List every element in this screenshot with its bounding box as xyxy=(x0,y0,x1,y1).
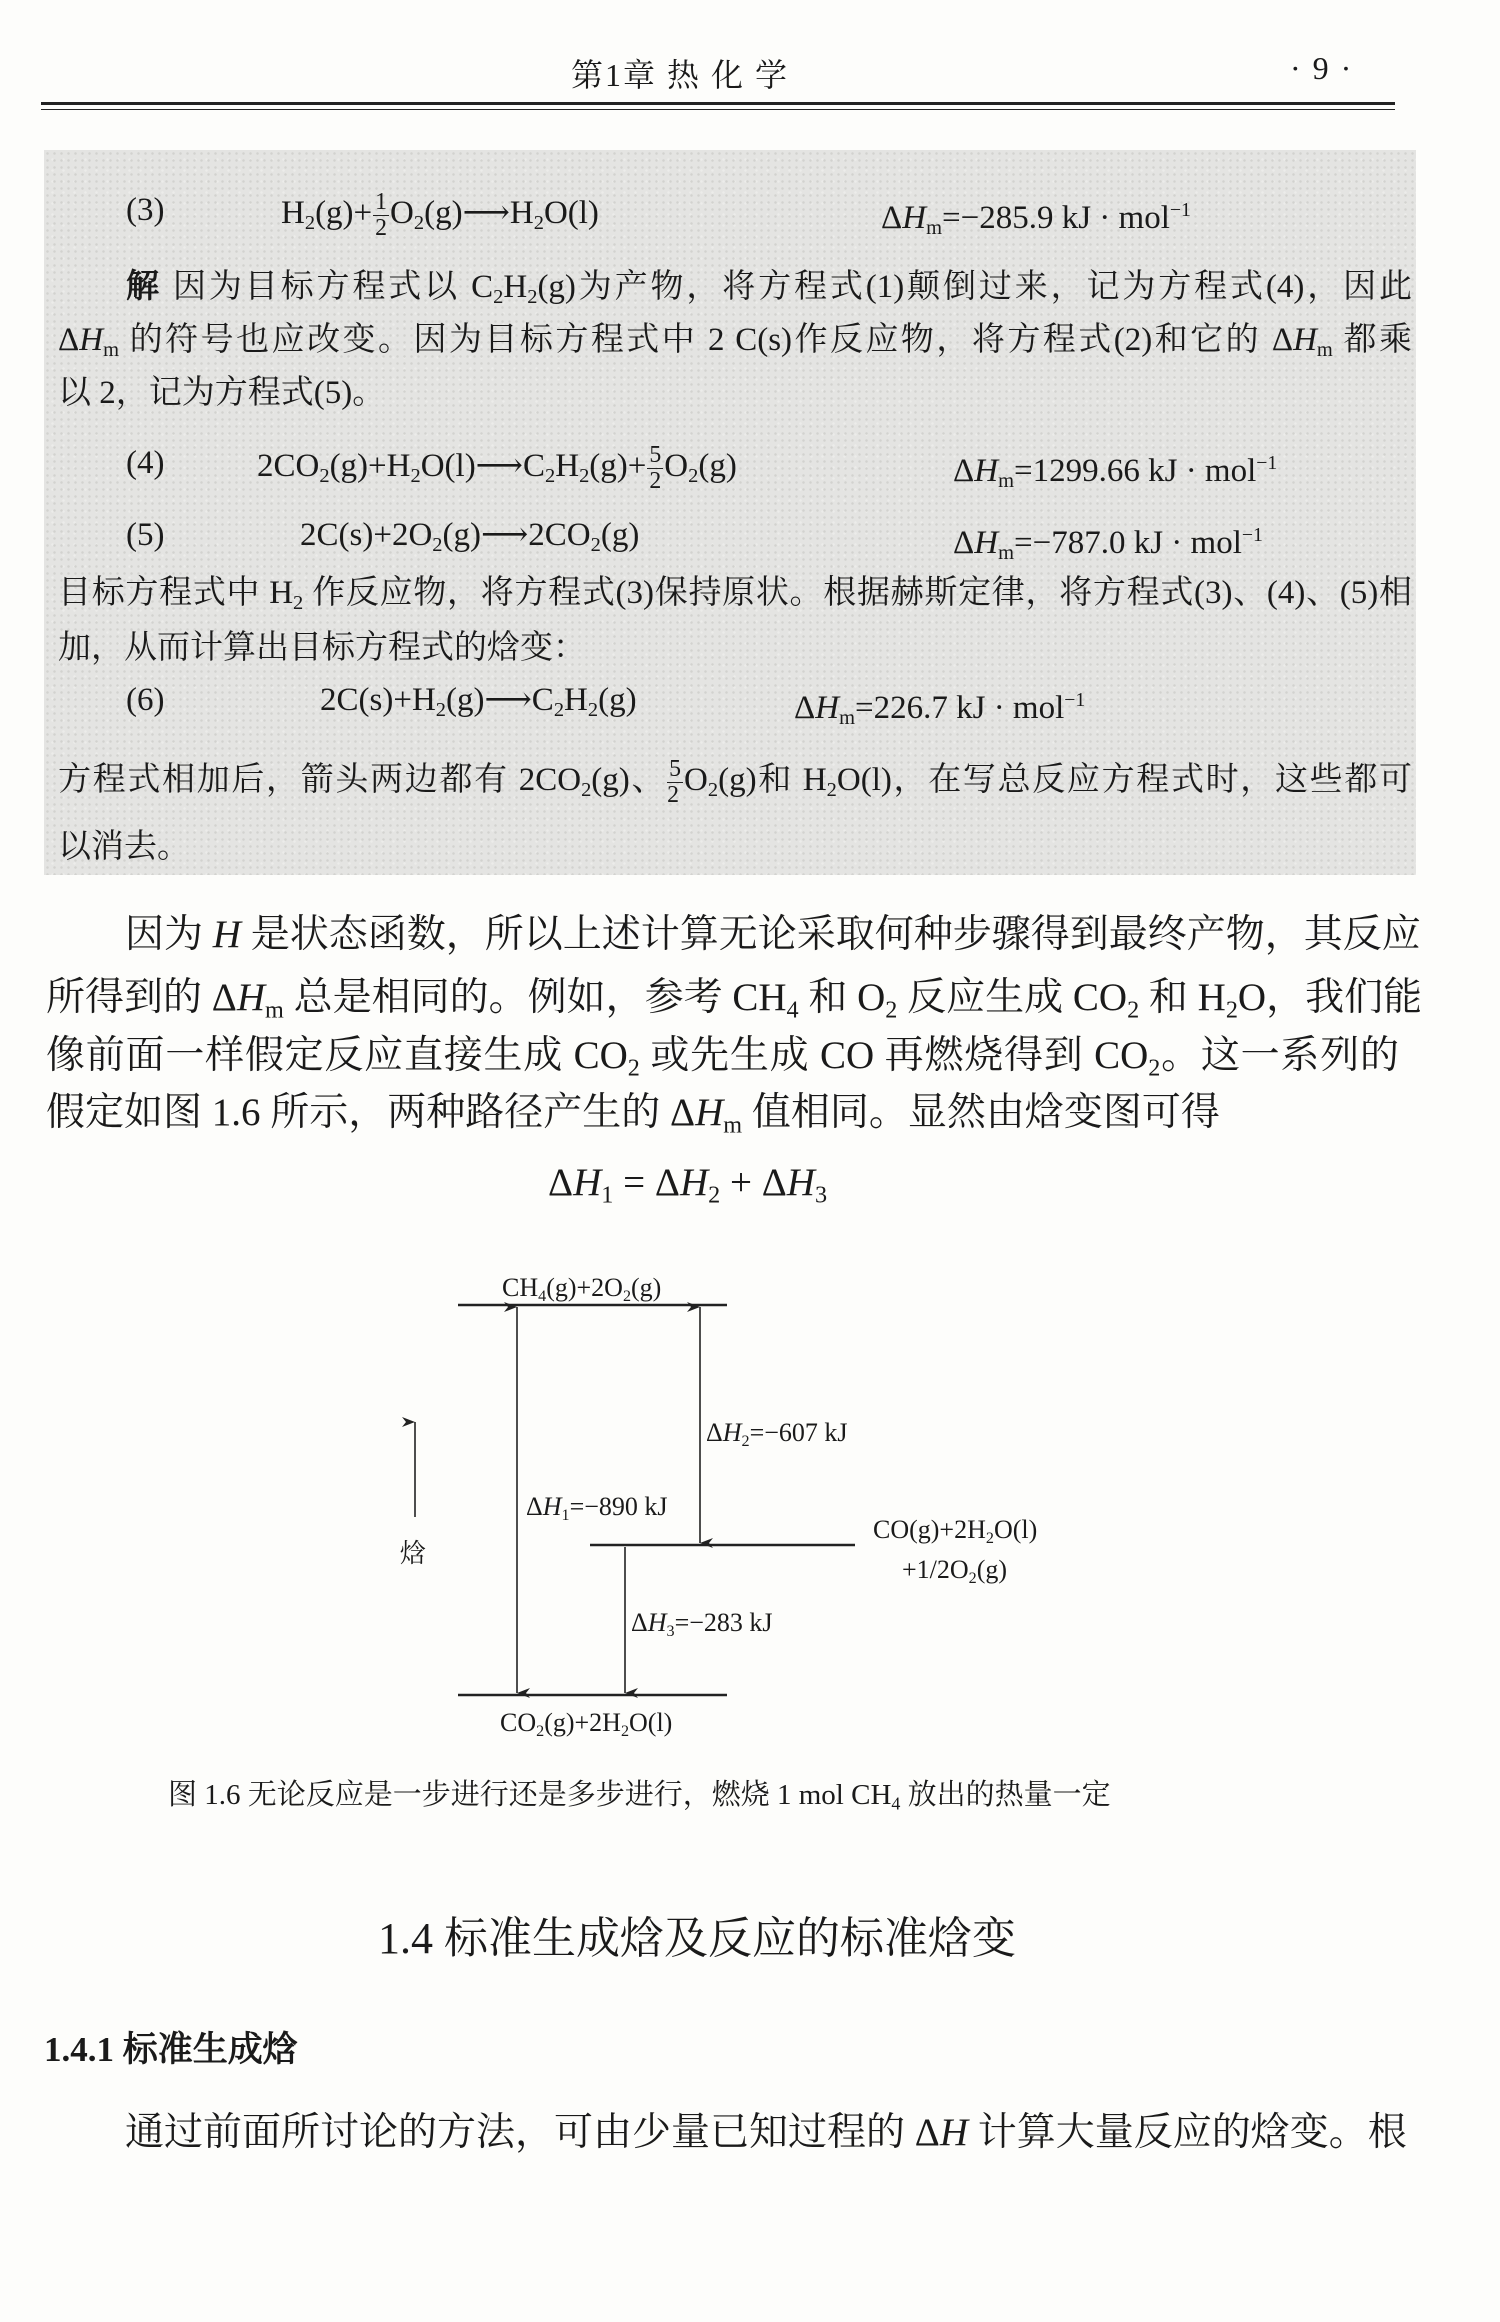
text-run: m xyxy=(998,470,1014,492)
text-run: H xyxy=(939,2111,969,2154)
text-run: 2 xyxy=(622,1287,632,1305)
text-run: 都乘 xyxy=(1332,322,1413,358)
text-run: 反应生成 CO xyxy=(897,976,1128,1019)
text-run: 假定如图 1.6 所示，两种路径产生的 Δ xyxy=(46,1091,696,1134)
running-header-chapter: 第1章 热 化 学 xyxy=(571,57,790,93)
text-run: H xyxy=(974,524,999,561)
dh2-label xyxy=(706,1418,848,1451)
text-run: O xyxy=(390,195,414,232)
figure-caption xyxy=(168,1772,1111,1814)
dh1-label xyxy=(526,1492,668,1525)
text-run: H xyxy=(1293,322,1317,358)
text-run: Δ xyxy=(548,1161,574,1204)
text-run: H xyxy=(555,448,580,485)
text-run: −1 xyxy=(1064,689,1086,711)
text-run: 2 xyxy=(435,699,446,722)
text-run: H xyxy=(503,269,528,305)
text-run: m xyxy=(103,339,119,362)
text-run: H xyxy=(722,1418,742,1447)
text-run: (g) xyxy=(698,448,737,485)
text-run: =−607 kJ xyxy=(749,1418,848,1447)
text-run: 2 xyxy=(304,212,316,235)
text-run: m xyxy=(1316,339,1333,362)
text-run: 2C(s)+H xyxy=(320,682,436,718)
text-run: m xyxy=(998,542,1014,564)
denominator: 2 xyxy=(649,467,662,494)
text-run: 因为 xyxy=(125,913,213,956)
text-run: 2 xyxy=(581,779,592,802)
equation-number: (3) xyxy=(126,192,165,228)
text-run: (g)、 xyxy=(591,762,667,799)
text-run: Δ xyxy=(953,524,975,561)
text-run: CH xyxy=(502,1273,539,1302)
text-run: 2CO xyxy=(257,448,320,485)
text-run: m xyxy=(265,996,284,1024)
text-run: H xyxy=(786,1161,815,1204)
text-run: (g) xyxy=(598,682,637,718)
text-run: CO(g)+2H xyxy=(873,1515,986,1544)
text-run: =−283 kJ xyxy=(674,1608,773,1637)
text-run: 2C(s)+2O xyxy=(300,517,433,553)
text-run: =−890 kJ xyxy=(569,1492,668,1521)
text-run: H xyxy=(679,1161,709,1204)
text-run: O xyxy=(684,762,708,799)
text-run: 1 xyxy=(601,1181,614,1209)
text-run: 2 xyxy=(545,465,556,488)
text-run: (g)+2H xyxy=(544,1708,621,1737)
text-run: −1 xyxy=(1256,452,1278,474)
text-run: 2 xyxy=(707,779,719,802)
enthalpy-axis-label: 焓 xyxy=(400,1539,427,1568)
text-run: 计算大量反应的焓变。根 xyxy=(968,2111,1407,2154)
text-run: H xyxy=(974,452,999,489)
text-run: 2 xyxy=(620,1722,630,1740)
text-run: 2 xyxy=(627,1054,640,1082)
text-run: H xyxy=(564,682,588,718)
state-label-products xyxy=(500,1708,672,1741)
text-run: 2 xyxy=(536,1722,545,1740)
text-run: =−285.9 kJ · mol xyxy=(941,199,1170,236)
numerator: 5 xyxy=(649,442,662,468)
text-run: H xyxy=(695,1091,724,1134)
text-run: =226.7 kJ · mol xyxy=(854,689,1065,726)
text-run: −1 xyxy=(1241,524,1263,546)
equation-number: (6) xyxy=(126,682,165,718)
text-run: (g)+2O xyxy=(546,1273,623,1302)
text-run: H xyxy=(79,322,104,358)
text-run: 2 xyxy=(413,212,425,235)
section-title: 1.4 标准生成焓及反应的标准焓变 xyxy=(378,1914,1016,1963)
text-run: 2 xyxy=(985,1529,994,1547)
text-run: 2 xyxy=(968,1569,977,1587)
text-run: Δ xyxy=(526,1492,543,1521)
text-run: H xyxy=(902,199,927,236)
text-run: H xyxy=(815,689,840,726)
text-run: m xyxy=(723,1111,743,1139)
text-run: 解 xyxy=(126,269,162,305)
text-run: =1299.66 kJ · mol xyxy=(1013,452,1257,489)
text-run: (g)⟶C xyxy=(446,682,554,718)
text-run: 2 xyxy=(1127,996,1140,1024)
text-run: 1 xyxy=(561,1506,570,1524)
text-run: 2 xyxy=(432,534,443,557)
text-run: 以 2，记为方程式(5)。 xyxy=(58,375,386,411)
text-run: 2 xyxy=(493,286,504,309)
text-run: (g) xyxy=(976,1555,1008,1584)
text-run: 所得到的 Δ xyxy=(46,976,237,1019)
text-run: (g)+H xyxy=(329,448,411,485)
numerator: 1 xyxy=(375,189,388,215)
text-run: 的符号也应改变。因为目标方程式中 2 C(s)作反应物，将方程式(2)和它的 Δ xyxy=(118,322,1294,358)
text-run: CO xyxy=(500,1708,537,1737)
text-run: H xyxy=(236,976,266,1019)
text-run: 3 xyxy=(666,1622,675,1640)
text-run: H xyxy=(281,195,305,232)
text-run: 2 xyxy=(741,1432,750,1450)
text-run: 值相同。显然由焓变图可得 xyxy=(742,1091,1220,1134)
text-run: 以消去。 xyxy=(58,829,190,865)
text-run: 图 1.6 无论反应是一步进行还是多步进行，燃烧 1 mol CH xyxy=(168,1779,892,1811)
text-run: 2 xyxy=(410,465,421,488)
text-run: −1 xyxy=(1169,199,1191,221)
text-run: 2 xyxy=(533,212,544,235)
text-run: O，我们能 xyxy=(1237,976,1423,1019)
text-run: 4 xyxy=(786,996,799,1024)
text-run: 作反应物，将方程式(3)保持原状。根据赫斯定律，将方程式(3)、(4)、(5)相 xyxy=(303,575,1412,611)
text-run: (g)+ xyxy=(589,448,647,485)
state-label-reactants xyxy=(502,1273,661,1306)
text-run: 方程式相加后，箭头两边都有 2CO xyxy=(58,762,582,799)
text-run: 2 xyxy=(319,465,330,488)
denominator: 2 xyxy=(375,214,388,241)
text-run: (g) xyxy=(631,1273,662,1302)
state-label-intermediate xyxy=(873,1515,1037,1548)
text-run: = Δ xyxy=(613,1161,680,1204)
text-run: 和 H xyxy=(1139,976,1226,1019)
text-run: 放出的热量一定 xyxy=(900,1779,1111,1811)
text-run: O(l)⟶C xyxy=(420,448,546,485)
text-run: (g) xyxy=(600,517,640,553)
body-line xyxy=(125,2110,1407,2156)
denominator: 2 xyxy=(667,781,680,808)
text-run: 2 xyxy=(553,699,565,722)
equation-number: (5) xyxy=(126,517,165,553)
text-run: H xyxy=(647,1608,667,1637)
text-run: Δ xyxy=(881,199,903,236)
text-run: 2 xyxy=(527,286,538,309)
text-run: 2 xyxy=(293,592,304,615)
text-run: m xyxy=(926,217,942,239)
text-run: 3 xyxy=(814,1181,828,1209)
text-run: 或先生成 CO 再燃烧得到 CO xyxy=(639,1034,1149,1077)
text-run: + Δ xyxy=(720,1161,787,1204)
text-run: (g)和 H xyxy=(718,762,827,799)
text-run: 2 xyxy=(826,779,837,802)
state-label-intermediate-2 xyxy=(902,1555,1007,1588)
text-run: 2 xyxy=(1148,1054,1161,1082)
text-run: H xyxy=(573,1161,602,1204)
text-run: 加，从而计算出目标方程式的焓变： xyxy=(58,630,586,666)
text-run: (g)为产物，将方程式(1)颠倒过来，记为方程式(4)，因此 xyxy=(537,269,1413,305)
subsection-title: 1.4.1 标准生成焓 xyxy=(44,2030,298,2069)
text-run: 2 xyxy=(587,699,599,722)
text-run: Δ xyxy=(58,322,80,358)
text-run: H xyxy=(542,1492,562,1521)
text-run: 总是相同的。例如，参考 CH xyxy=(283,976,787,1019)
text-run: 2 xyxy=(1225,996,1238,1024)
text-run: (g)+ xyxy=(315,195,373,232)
text-run: (g)⟶2CO xyxy=(442,517,591,553)
text-run: 2 xyxy=(885,996,898,1024)
text-run: 和 O xyxy=(798,976,886,1019)
numerator: 5 xyxy=(669,756,682,782)
text-run: 4 xyxy=(538,1287,547,1305)
equation-number: (4) xyxy=(126,445,165,481)
text-run: 2 xyxy=(590,534,601,557)
text-run: (g)⟶H xyxy=(424,195,534,232)
text-run: 2 xyxy=(688,465,699,488)
text-run: Δ xyxy=(631,1608,648,1637)
text-run: 2 xyxy=(579,465,590,488)
text-run: O(l)，在写总反应方程式时，这些都可 xyxy=(836,762,1413,799)
text-run: O xyxy=(664,448,689,485)
text-run: O(l) xyxy=(993,1515,1038,1544)
text-run: O(l) xyxy=(629,1708,673,1737)
text-run: Δ xyxy=(953,452,975,489)
text-run: 像前面一样假定反应直接生成 CO xyxy=(46,1034,628,1077)
text-run: 通过前面所讨论的方法，可由少量已知过程的 Δ xyxy=(125,2111,940,2154)
page-number: · 9 · xyxy=(1290,50,1354,86)
text-run: O(l) xyxy=(543,195,599,232)
dh3-label xyxy=(631,1608,773,1641)
text-run: 4 xyxy=(891,1793,901,1814)
text-run: m xyxy=(839,707,855,729)
text-run: 2 xyxy=(708,1181,721,1209)
text-run: 目标方程式中 H xyxy=(58,575,294,611)
text-run: Δ xyxy=(706,1418,723,1447)
text-run: 是状态函数，所以上述计算无论采取何种步骤得到最终产物，其反应 xyxy=(240,913,1421,956)
text-run: +1/2O xyxy=(902,1555,969,1584)
text-run: 因为目标方程式以 C xyxy=(161,269,494,305)
text-run: H xyxy=(212,913,241,956)
text-run: Δ xyxy=(794,689,816,726)
text-run: 。这一系列的 xyxy=(1160,1034,1399,1077)
text-run: =−787.0 kJ · mol xyxy=(1013,524,1242,561)
